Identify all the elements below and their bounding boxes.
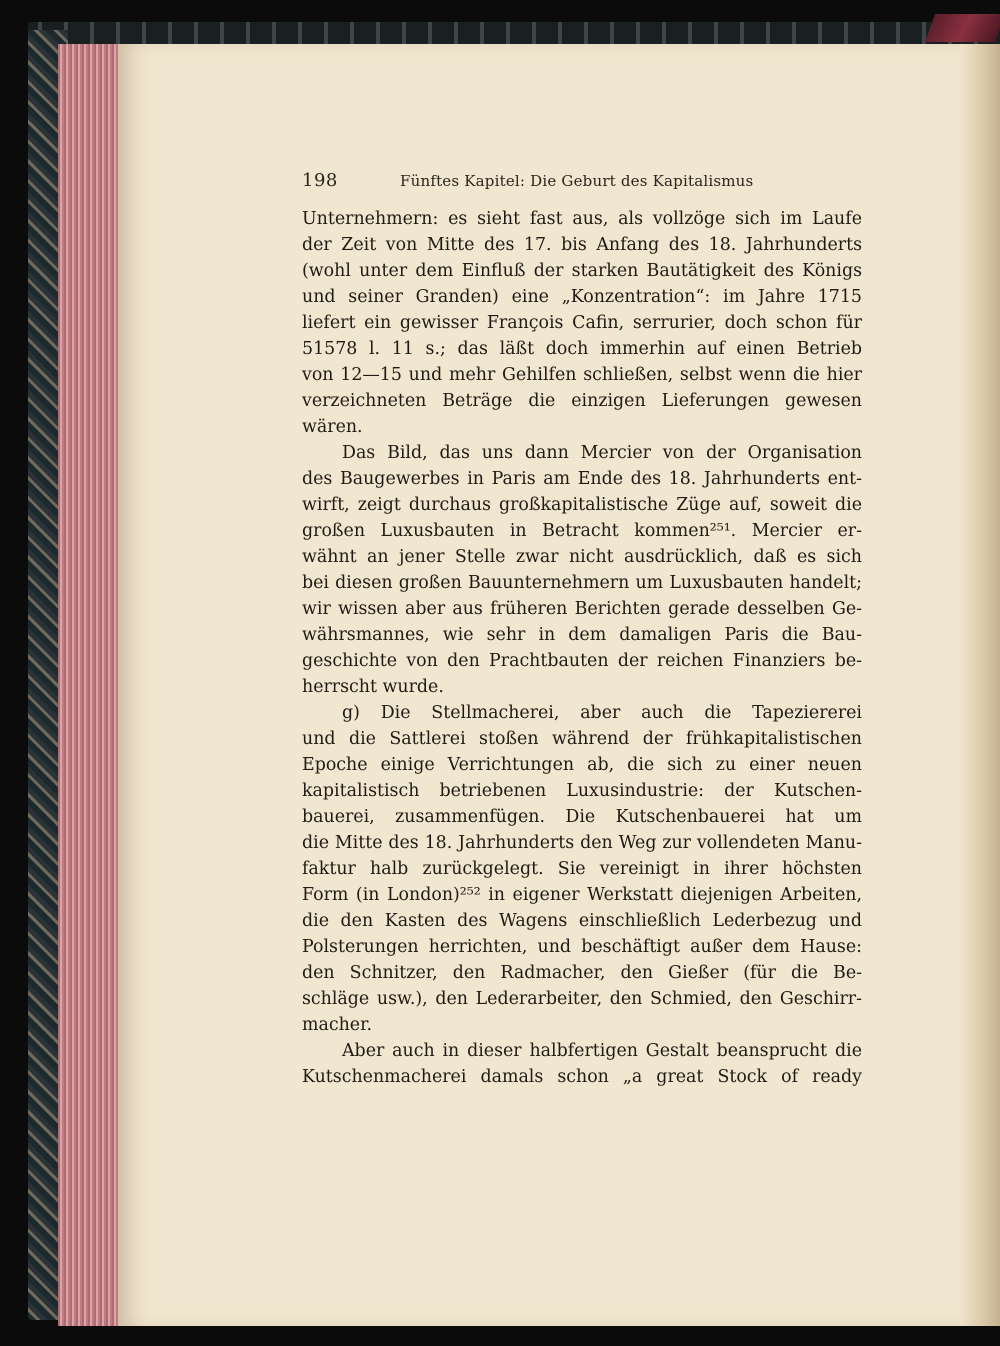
- page-number: 198: [302, 170, 338, 191]
- text-line: Aber auch in dieser halbfertigen Gestalt beansprucht die: [342, 1041, 862, 1061]
- text-line: Polsterungen herrichten, und beschäftigt außer dem Hause:: [302, 937, 862, 957]
- text-line: geschichte von den Prachtbauten der reichen Finanziers be-: [302, 651, 862, 671]
- text-line: den Schnitzer, den Radmacher, den Gießer (für die Be-: [302, 963, 862, 983]
- running-title: Fünftes Kapitel: Die Geburt des Kapitalismus: [400, 172, 754, 190]
- text-line: Epoche einige Verrichtungen ab, die sich zu einer neuen: [302, 755, 862, 775]
- text-line: verzeichneten Beträge die einzigen Lieferungen gewesen: [302, 391, 862, 411]
- text-line: währsmannes, wie sehr in dem damaligen Paris die Bau-: [302, 625, 862, 645]
- running-header: [302, 170, 862, 194]
- text-line: wären.: [302, 417, 363, 437]
- text-line: liefert ein gewisser François Cafin, serrurier, doch schon für: [302, 313, 862, 333]
- text-line: wähnt an jener Stelle zwar nicht ausdrücklich, daß es sich: [302, 547, 862, 567]
- text-line: des Baugewerbes in Paris am Ende des 18. Jahrhunderts ent-: [302, 469, 862, 489]
- text-line: kapitalistisch betriebenen Luxusindustrie: der Kutschen-: [302, 781, 862, 801]
- text-line: und seiner Granden) eine „Konzentration“: im Jahre 1715: [302, 287, 862, 307]
- book-cover-top: [28, 22, 1000, 44]
- text-line: die den Kasten des Wagens einschließlich Lederbezug und: [302, 911, 862, 931]
- text-line: Das Bild, das uns dann Mercier von der Organisation: [342, 443, 862, 463]
- text-line: 51578 l. 11 s.; das läßt doch immerhin auf einen Betrieb: [302, 339, 862, 359]
- text-line: der Zeit von Mitte des 17. bis Anfang des 18. Jahrhunderts: [302, 235, 862, 255]
- text-line: Form (in London)²⁵² in eigener Werkstatt diejenigen Arbeiten,: [302, 885, 862, 905]
- text-line: Unternehmern: es sieht fast aus, als vollzöge sich im Laufe: [302, 209, 862, 229]
- bookmark-ribbon: [925, 14, 1000, 42]
- text-line: g) Die Stellmacherei, aber auch die Tapeziererei: [342, 703, 862, 723]
- text-line: faktur halb zurückgelegt. Sie vereinigt in ihrer höchsten: [302, 859, 862, 879]
- text-line: Kutschenmacherei damals schon „a great Stock of ready: [302, 1067, 862, 1087]
- text-line: macher.: [302, 1015, 373, 1035]
- text-line: schläge usw.), den Lederarbeiter, den Schmied, den Geschirr-: [302, 989, 862, 1009]
- page-edges: [58, 44, 120, 1326]
- body-text: [302, 206, 862, 1090]
- text-line: wir wissen aber aus früheren Berichten gerade desselben Ge-: [302, 599, 862, 619]
- text-line: wirft, zeigt durchaus großkapitalistische Züge auf, soweit die: [302, 495, 862, 515]
- text-line: herrscht wurde.: [302, 677, 444, 697]
- text-line: die Mitte des 18. Jahrhunderts den Weg zur vollendeten Manu-: [302, 833, 862, 853]
- text-line: bei diesen großen Bauunternehmern um Luxusbauten handelt;: [302, 573, 862, 593]
- page-gutter: [960, 44, 1000, 1326]
- text-line: bauerei, zusammenfügen. Die Kutschenbauerei hat um: [302, 807, 862, 827]
- text-line: (wohl unter dem Einfluß der starken Bautätigkeit des Königs: [302, 261, 862, 281]
- text-line: großen Luxusbauten in Betracht kommen²⁵¹. Mercier er-: [302, 521, 862, 541]
- text-line: von 12—15 und mehr Gehilfen schließen, selbst wenn die hier: [302, 365, 862, 385]
- text-line: und die Sattlerei stoßen während der frühkapitalistischen: [302, 729, 862, 749]
